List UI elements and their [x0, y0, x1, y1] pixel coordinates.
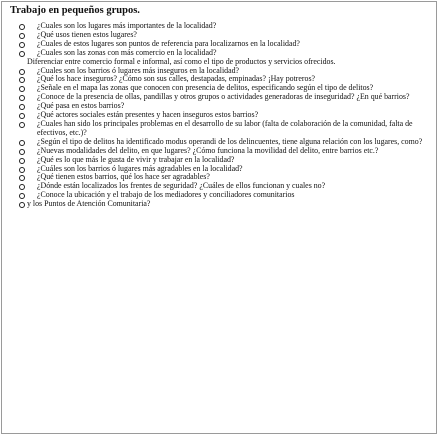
question-text: ¿Dónde están localizados los frentes de seguridad? ¿Cuáles de ellos funcionan y cuales no? [37, 181, 326, 191]
question-text: ¿Conoce de la presencia de ollas, pandillas y otros grupos o actividades generadoras de inseguridad? ¿En qué barrios? [37, 92, 410, 102]
list-item [10, 200, 430, 209]
question-text: ¿Qué tienen estos barrios, qué los hace ser agradables? [37, 172, 210, 182]
question-text: ¿Qué los hace inseguros? ¿Cómo son sus calles, destapadas, empinadas? ¡Hay potreros? [37, 74, 316, 84]
question-text: ¿Cuales han sido los principales problemas en el desarrollo de su labor (falta de colaboración de la comunidad, falta de efectivos, etc.)? [37, 118, 413, 137]
question-text: ¿Conoce la ubicación y el trabajo de los mediadores y conciliadores comunitarios [37, 190, 295, 200]
question-text: ¿Señale en el mapa las zonas que conocen con presencia de delitos, especificando según el tipo de delitos? [37, 83, 374, 93]
list-item [10, 120, 430, 138]
question-text: ¿Qué actores sociales están presentes y hacen inseguros estos barrios? [37, 110, 259, 120]
question-text: ¿Según el tipo de delitos ha identificado modus operandi de los delincuentes, tiene alguna relación con los lugares, como? [37, 136, 423, 146]
instruction-text: Diferenciar entre comercio formal e informal, así como el tipo de productos y servicios ofrecidos. [27, 56, 336, 66]
question-text: ¿Cuáles son los barrios ó lugares más agradables en la localidad? [37, 163, 243, 173]
question-text: ¿Qué es lo que más le gusta de vivir y trabajar en la localidad? [37, 154, 235, 164]
question-text: ¿Qué usos tienen estos lugares? [37, 29, 137, 39]
question-list [10, 22, 430, 209]
section-title: Trabajo en pequeños grupos. [10, 5, 140, 16]
document-page [1, 1, 437, 434]
question-text: ¿Nuevas modalidades del delito, en que lugares? ¿Cómo funciona la movilidad del delito, entre barrios etc.? [37, 145, 379, 155]
question-text: ¿Cuales de estos lugares son puntos de referencia para localizarnos en la localidad? [37, 38, 300, 48]
question-text: ¿Cuales son los barrios ó lugares más inseguros en la localidad? [37, 65, 240, 75]
question-text: y los Puntos de Atención Comunitaria? [27, 199, 151, 209]
question-text: ¿Qué pasa en estos barrios? [37, 101, 125, 111]
question-text: ¿Cuales son los lugares más importantes de la localidad? [37, 21, 217, 30]
question-text: ¿Cuales son las zonas con más comercio en la localidad? [37, 47, 217, 57]
